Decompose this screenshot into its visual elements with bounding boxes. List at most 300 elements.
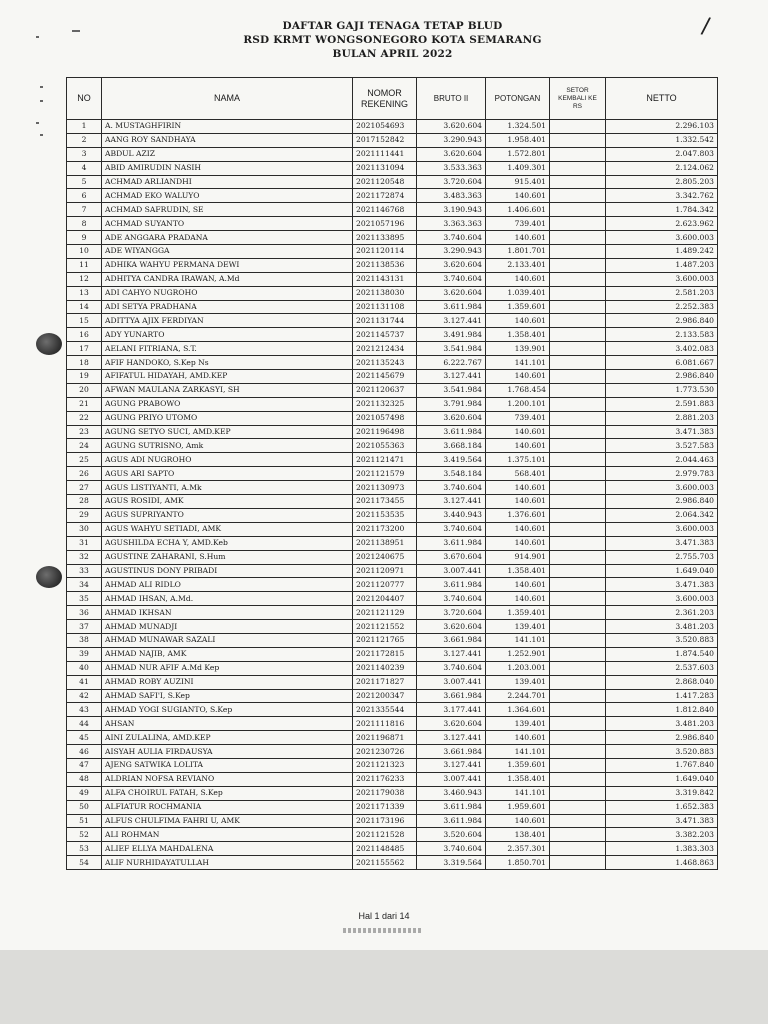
cell-no: 25 <box>67 453 102 467</box>
cell-setor <box>550 522 606 536</box>
cell-bruto: 3.460.943 <box>417 786 486 800</box>
cell-bruto: 3.440.943 <box>417 508 486 522</box>
cell-bruto: 3.620.604 <box>417 258 486 272</box>
cell-netto: 2.868.040 <box>606 675 718 689</box>
cell-nama: AGUSTINE ZAHARANI, S.Hum <box>102 550 353 564</box>
cell-potongan: 140.601 <box>486 370 550 384</box>
cell-potongan: 1.200.101 <box>486 397 550 411</box>
cell-setor <box>550 356 606 370</box>
cell-bruto: 3.290.943 <box>417 133 486 147</box>
cell-no: 8 <box>67 217 102 231</box>
cell-rekening: 2021230726 <box>353 745 417 759</box>
cell-bruto: 3.190.943 <box>417 203 486 217</box>
cell-potongan: 1.364.601 <box>486 703 550 717</box>
column-header-potongan: POTONGAN <box>486 78 550 120</box>
cell-no: 43 <box>67 703 102 717</box>
cell-nama: A. MUSTAGHFIRIN <box>102 120 353 134</box>
cell-no: 34 <box>67 578 102 592</box>
cell-netto: 1.383.303 <box>606 842 718 856</box>
table-row <box>67 522 718 536</box>
cell-setor <box>550 661 606 675</box>
cell-setor <box>550 772 606 786</box>
cell-potongan: 2.357.301 <box>486 842 550 856</box>
cell-rekening: 2021111816 <box>353 717 417 731</box>
cell-netto: 2.623.962 <box>606 217 718 231</box>
cell-rekening: 2021057196 <box>353 217 417 231</box>
cell-netto: 3.600.003 <box>606 522 718 536</box>
cell-bruto: 3.127.441 <box>417 495 486 509</box>
cell-netto: 1.649.040 <box>606 564 718 578</box>
cell-nama: ALI ROHMAN <box>102 828 353 842</box>
cell-no: 16 <box>67 328 102 342</box>
cell-potongan: 139.401 <box>486 620 550 634</box>
cell-nama: ALFUS CHULFIMA FAHRI U, AMK <box>102 814 353 828</box>
cell-nama: ACHMAD EKO WALUYO <box>102 189 353 203</box>
cell-potongan: 139.901 <box>486 342 550 356</box>
cell-netto: 6.081.667 <box>606 356 718 370</box>
cell-nama: AHMAD MUNAWAR SAZALI <box>102 633 353 647</box>
cell-bruto: 3.007.441 <box>417 675 486 689</box>
cell-bruto: 3.611.984 <box>417 814 486 828</box>
cell-no: 40 <box>67 661 102 675</box>
cell-rekening: 2021176233 <box>353 772 417 786</box>
cell-no: 38 <box>67 633 102 647</box>
cell-netto: 1.649.040 <box>606 772 718 786</box>
cell-bruto: 3.611.984 <box>417 800 486 814</box>
cell-rekening: 2021121765 <box>353 633 417 647</box>
cell-potongan: 1.376.601 <box>486 508 550 522</box>
cell-netto: 1.767.840 <box>606 758 718 772</box>
table-row <box>67 245 718 259</box>
table-row <box>67 356 718 370</box>
cell-bruto: 3.319.564 <box>417 856 486 870</box>
cell-potongan: 140.601 <box>486 536 550 550</box>
cell-rekening: 2021173455 <box>353 495 417 509</box>
cell-netto: 1.332.542 <box>606 133 718 147</box>
cell-nama: AANG ROY SANDHAYA <box>102 133 353 147</box>
cell-bruto: 3.670.604 <box>417 550 486 564</box>
table-row <box>67 564 718 578</box>
cell-nama: AJENG SATWIKA LOLITA <box>102 758 353 772</box>
table-row <box>67 508 718 522</box>
cell-setor <box>550 842 606 856</box>
cell-bruto: 3.620.604 <box>417 620 486 634</box>
table-row <box>67 675 718 689</box>
cell-bruto: 3.661.984 <box>417 745 486 759</box>
cell-setor <box>550 633 606 647</box>
cell-rekening: 2021212434 <box>353 342 417 356</box>
cell-netto: 3.481.203 <box>606 620 718 634</box>
cell-rekening: 2021148485 <box>353 842 417 856</box>
cell-potongan: 1.406.601 <box>486 203 550 217</box>
table-row <box>67 203 718 217</box>
cell-setor <box>550 258 606 272</box>
cell-nama: ABDUL AZIZ <box>102 147 353 161</box>
cell-netto: 3.527.583 <box>606 439 718 453</box>
cell-setor <box>550 786 606 800</box>
cell-netto: 2.044.463 <box>606 453 718 467</box>
cell-bruto: 3.127.441 <box>417 647 486 661</box>
cell-netto: 2.537.603 <box>606 661 718 675</box>
cell-nama: AHMAD NAJIB, AMK <box>102 647 353 661</box>
table-row <box>67 439 718 453</box>
cell-nama: AGUSHILDA ECHA Y, AMD.Keb <box>102 536 353 550</box>
table-row <box>67 342 718 356</box>
cell-potongan: 568.401 <box>486 467 550 481</box>
cell-rekening: 2021153535 <box>353 508 417 522</box>
cell-potongan: 1.203.001 <box>486 661 550 675</box>
cell-rekening: 2021145679 <box>353 370 417 384</box>
table-row <box>67 383 718 397</box>
table-row <box>67 661 718 675</box>
cell-rekening: 2021130973 <box>353 481 417 495</box>
salary-table <box>66 77 718 870</box>
cell-setor <box>550 342 606 356</box>
cell-no: 13 <box>67 286 102 300</box>
cell-bruto: 3.127.441 <box>417 731 486 745</box>
cell-rekening: 2021121552 <box>353 620 417 634</box>
cell-rekening: 2021135243 <box>353 356 417 370</box>
cell-netto: 2.361.203 <box>606 606 718 620</box>
cell-bruto: 3.620.604 <box>417 147 486 161</box>
cell-rekening: 2021138536 <box>353 258 417 272</box>
cell-rekening: 2021054693 <box>353 120 417 134</box>
cell-rekening: 2021111441 <box>353 147 417 161</box>
table-row <box>67 258 718 272</box>
cell-rekening: 2021121471 <box>353 453 417 467</box>
cell-nama: AHMAD IHSAN, A.Md. <box>102 592 353 606</box>
cell-potongan: 139.401 <box>486 675 550 689</box>
cell-potongan: 2.244.701 <box>486 689 550 703</box>
cell-netto: 3.520.883 <box>606 745 718 759</box>
cell-rekening: 2021155562 <box>353 856 417 870</box>
cell-potongan: 1.358.401 <box>486 772 550 786</box>
cell-rekening: 2021138951 <box>353 536 417 550</box>
cell-setor <box>550 495 606 509</box>
cell-no: 29 <box>67 508 102 522</box>
cell-netto: 2.805.203 <box>606 175 718 189</box>
table-row <box>67 647 718 661</box>
institution-name: RSD KRMT WONGSONEGORO KOTA SEMARANG <box>243 34 542 46</box>
table-row <box>67 536 718 550</box>
table-row <box>67 717 718 731</box>
cell-netto: 2.986.840 <box>606 314 718 328</box>
cell-bruto: 3.740.604 <box>417 842 486 856</box>
cell-rekening: 2021121579 <box>353 467 417 481</box>
table-row <box>67 842 718 856</box>
cell-no: 48 <box>67 772 102 786</box>
cell-rekening: 2021057498 <box>353 411 417 425</box>
table-row <box>67 856 718 870</box>
table-row <box>67 328 718 342</box>
cell-netto: 3.481.203 <box>606 717 718 731</box>
cell-rekening: 2021173200 <box>353 522 417 536</box>
cell-setor <box>550 717 606 731</box>
cell-setor <box>550 147 606 161</box>
cell-potongan: 1.359.601 <box>486 300 550 314</box>
cell-setor <box>550 300 606 314</box>
cell-netto: 3.471.383 <box>606 536 718 550</box>
cell-netto: 3.319.842 <box>606 786 718 800</box>
table-row <box>67 120 718 134</box>
cell-nama: ADY YUNARTO <box>102 328 353 342</box>
cell-bruto: 3.533.363 <box>417 161 486 175</box>
cell-rekening: 2021204407 <box>353 592 417 606</box>
table-row <box>67 578 718 592</box>
cell-nama: ADE ANGGARA PRADANA <box>102 231 353 245</box>
cell-rekening: 2017152842 <box>353 133 417 147</box>
cell-potongan: 141.101 <box>486 786 550 800</box>
cell-potongan: 1.850.701 <box>486 856 550 870</box>
cell-no: 24 <box>67 439 102 453</box>
table-row <box>67 231 718 245</box>
cell-setor <box>550 411 606 425</box>
cell-netto: 1.489.242 <box>606 245 718 259</box>
table-row <box>67 606 718 620</box>
cell-rekening: 2021120971 <box>353 564 417 578</box>
cell-setor <box>550 536 606 550</box>
cell-nama: AHMAD NUR AFIF A.Md Kep <box>102 661 353 675</box>
cell-no: 49 <box>67 786 102 800</box>
table-row <box>67 217 718 231</box>
table-row <box>67 286 718 300</box>
cell-nama: AHMAD IKHSAN <box>102 606 353 620</box>
cell-potongan: 1.958.401 <box>486 133 550 147</box>
cell-no: 53 <box>67 842 102 856</box>
cell-nama: ACHMAD SUYANTO <box>102 217 353 231</box>
scan-speck <box>40 134 43 136</box>
cell-nama: AGUS ADI NUGROHO <box>102 453 353 467</box>
cell-no: 3 <box>67 147 102 161</box>
cell-setor <box>550 578 606 592</box>
cell-setor <box>550 231 606 245</box>
cell-potongan: 1.252.901 <box>486 647 550 661</box>
cell-no: 44 <box>67 717 102 731</box>
cell-potongan: 140.601 <box>486 814 550 828</box>
cell-bruto: 3.740.604 <box>417 661 486 675</box>
cell-setor <box>550 439 606 453</box>
table-row <box>67 592 718 606</box>
document-title: DAFTAR GAJI TENAGA TETAP BLUD <box>282 20 503 32</box>
cell-rekening: 2021172815 <box>353 647 417 661</box>
cell-potongan: 139.401 <box>486 717 550 731</box>
cell-setor <box>550 800 606 814</box>
cell-netto: 3.600.003 <box>606 481 718 495</box>
cell-potongan: 140.601 <box>486 592 550 606</box>
cell-potongan: 140.601 <box>486 272 550 286</box>
cell-nama: AHSAN <box>102 717 353 731</box>
cell-bruto: 3.620.604 <box>417 286 486 300</box>
cell-setor <box>550 592 606 606</box>
column-header-bruto: BRUTO II <box>417 78 486 120</box>
cell-rekening: 2021055363 <box>353 439 417 453</box>
cell-rekening: 2021131108 <box>353 300 417 314</box>
cell-setor <box>550 245 606 259</box>
cell-bruto: 3.620.604 <box>417 717 486 731</box>
cell-potongan: 1.959.601 <box>486 800 550 814</box>
cell-setor <box>550 745 606 759</box>
cell-rekening: 2021121323 <box>353 758 417 772</box>
cell-bruto: 3.290.943 <box>417 245 486 259</box>
cell-potongan: 1.409.301 <box>486 161 550 175</box>
cell-nama: AHMAD ALI RIDLO <box>102 578 353 592</box>
cell-netto: 2.881.203 <box>606 411 718 425</box>
scan-margin <box>0 950 768 1024</box>
cell-no: 33 <box>67 564 102 578</box>
cell-bruto: 3.491.984 <box>417 328 486 342</box>
cell-rekening: 2021132325 <box>353 397 417 411</box>
cell-rekening: 2021196871 <box>353 731 417 745</box>
cell-no: 37 <box>67 620 102 634</box>
cell-potongan: 140.601 <box>486 731 550 745</box>
table-row <box>67 481 718 495</box>
table-row <box>67 633 718 647</box>
cell-rekening: 2021335544 <box>353 703 417 717</box>
cell-nama: AGUS WAHYU SETIADI, AMK <box>102 522 353 536</box>
cell-bruto: 3.611.984 <box>417 578 486 592</box>
table-row <box>67 814 718 828</box>
table-row <box>67 828 718 842</box>
cell-nama: AGUNG PRIYO UTOMO <box>102 411 353 425</box>
cell-nama: ACHMAD SAFRUDIN, SE <box>102 203 353 217</box>
table-row <box>67 370 718 384</box>
cell-nama: AGUSTINUS DONY PRIBADI <box>102 564 353 578</box>
cell-nama: AFWAN MAULANA ZARKASYI, SH <box>102 383 353 397</box>
table-row <box>67 161 718 175</box>
cell-nama: ALFA CHOIRUL FATAH, S.Kep <box>102 786 353 800</box>
cell-nama: ALIF NURHIDAYATULLAH <box>102 856 353 870</box>
page-number: Hal 1 dari 14 <box>358 911 410 921</box>
cell-setor <box>550 675 606 689</box>
cell-nama: AFIF HANDOKO, S.Kep Ns <box>102 356 353 370</box>
cell-setor <box>550 828 606 842</box>
cell-nama: ALIEF ELLYA MAHDALENA <box>102 842 353 856</box>
cell-potongan: 138.401 <box>486 828 550 842</box>
cell-bruto: 3.127.441 <box>417 758 486 772</box>
cell-bruto: 3.740.604 <box>417 231 486 245</box>
cell-bruto: 3.007.441 <box>417 564 486 578</box>
cell-netto: 2.755.703 <box>606 550 718 564</box>
cell-bruto: 3.611.984 <box>417 425 486 439</box>
cell-setor <box>550 606 606 620</box>
cell-potongan: 140.601 <box>486 231 550 245</box>
cell-setor <box>550 856 606 870</box>
table-row <box>67 133 718 147</box>
cell-no: 9 <box>67 231 102 245</box>
cell-potongan: 1.324.501 <box>486 120 550 134</box>
cell-bruto: 3.740.604 <box>417 592 486 606</box>
cell-no: 23 <box>67 425 102 439</box>
punch-hole <box>36 333 62 355</box>
scan-speck <box>72 30 80 32</box>
cell-nama: ALDRIAN NOFSA REVIANO <box>102 772 353 786</box>
cell-potongan: 141.101 <box>486 356 550 370</box>
cell-netto: 3.471.383 <box>606 425 718 439</box>
cell-netto: 3.382.203 <box>606 828 718 842</box>
cell-setor <box>550 453 606 467</box>
cell-netto: 2.581.203 <box>606 286 718 300</box>
cell-netto: 2.064.342 <box>606 508 718 522</box>
cell-no: 20 <box>67 383 102 397</box>
cell-potongan: 1.801.701 <box>486 245 550 259</box>
cell-no: 46 <box>67 745 102 759</box>
cell-rekening: 2021120777 <box>353 578 417 592</box>
cell-bruto: 3.520.604 <box>417 828 486 842</box>
cell-no: 21 <box>67 397 102 411</box>
cell-no: 32 <box>67 550 102 564</box>
column-header-nama: NAMA <box>102 78 353 120</box>
cell-setor <box>550 814 606 828</box>
cell-setor <box>550 217 606 231</box>
table-row <box>67 147 718 161</box>
cell-no: 15 <box>67 314 102 328</box>
cell-setor <box>550 189 606 203</box>
cell-setor <box>550 286 606 300</box>
cell-netto: 1.487.203 <box>606 258 718 272</box>
cell-netto: 2.986.840 <box>606 370 718 384</box>
cell-nama: AGUS ROSIDI, AMK <box>102 495 353 509</box>
cell-potongan: 1.358.401 <box>486 328 550 342</box>
cell-bruto: 3.620.604 <box>417 120 486 134</box>
cell-netto: 2.133.583 <box>606 328 718 342</box>
cell-setor <box>550 564 606 578</box>
cell-netto: 2.979.783 <box>606 467 718 481</box>
cell-potongan: 140.601 <box>486 189 550 203</box>
cell-potongan: 739.401 <box>486 411 550 425</box>
cell-nama: ADITTYA AJIX FERDIYAN <box>102 314 353 328</box>
cell-rekening: 2021121528 <box>353 828 417 842</box>
cell-netto: 2.986.840 <box>606 495 718 509</box>
scan-speck <box>36 122 39 124</box>
cell-bruto: 3.740.604 <box>417 522 486 536</box>
cell-setor <box>550 467 606 481</box>
table-row <box>67 175 718 189</box>
cell-potongan: 1.768.454 <box>486 383 550 397</box>
cell-setor <box>550 689 606 703</box>
cell-bruto: 3.363.363 <box>417 217 486 231</box>
cell-rekening: 2021140239 <box>353 661 417 675</box>
cell-netto: 1.417.283 <box>606 689 718 703</box>
cell-potongan: 140.601 <box>486 439 550 453</box>
cell-rekening: 2021138030 <box>353 286 417 300</box>
cell-netto: 3.402.083 <box>606 342 718 356</box>
cell-nama: AHMAD SAFI'I, S.Kep <box>102 689 353 703</box>
cell-setor <box>550 647 606 661</box>
table-row <box>67 786 718 800</box>
cell-rekening: 2021120637 <box>353 383 417 397</box>
cell-setor <box>550 397 606 411</box>
cell-potongan: 140.601 <box>486 481 550 495</box>
cell-no: 51 <box>67 814 102 828</box>
cell-nama: AGUS LISTIYANTI, A.Mk <box>102 481 353 495</box>
table-row <box>67 731 718 745</box>
cell-setor <box>550 370 606 384</box>
cell-bruto: 3.720.604 <box>417 606 486 620</box>
cell-nama: ADHIKA WAHYU PERMANA DEWI <box>102 258 353 272</box>
table-row <box>67 453 718 467</box>
cell-no: 39 <box>67 647 102 661</box>
scan-speck <box>36 36 39 38</box>
cell-no: 2 <box>67 133 102 147</box>
cell-setor <box>550 328 606 342</box>
table-row <box>67 758 718 772</box>
cell-nama: ADI CAHYO NUGROHO <box>102 286 353 300</box>
cell-netto: 2.986.840 <box>606 731 718 745</box>
cell-setor <box>550 425 606 439</box>
cell-bruto: 3.007.441 <box>417 772 486 786</box>
cell-no: 6 <box>67 189 102 203</box>
cell-nama: AHMAD MUNADJI <box>102 620 353 634</box>
